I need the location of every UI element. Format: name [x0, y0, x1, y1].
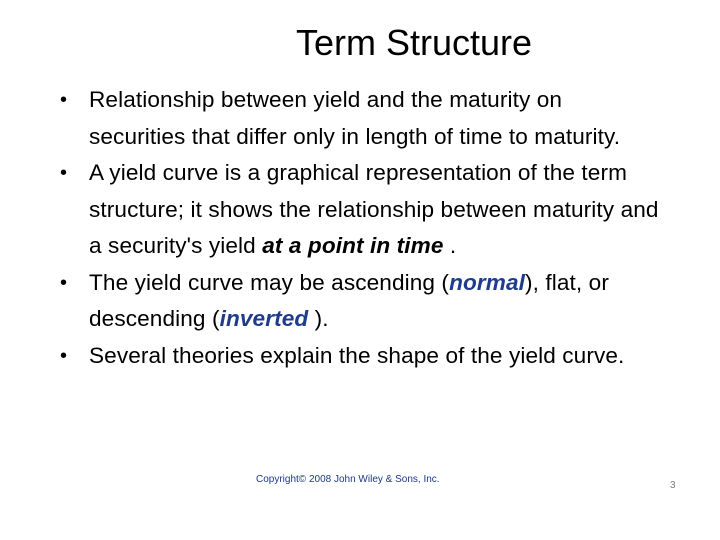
bullet-text-end: . — [449, 233, 457, 258]
bullet-item — [60, 265, 660, 338]
bullet-text: Several theories explain the shape of the yield curve. — [89, 342, 625, 368]
bullet-text: The yield curve may be ascending ( — [89, 269, 450, 295]
emphasis-inverted: inverted — [219, 306, 309, 331]
bullet-text-middle: ), flat, or descending ( — [89, 269, 609, 331]
page-number: 3 — [670, 480, 676, 491]
emphasis-normal: normal — [449, 269, 525, 295]
slide-title: Term Structure — [295, 22, 533, 63]
bullet-text-end: ). — [314, 306, 329, 331]
bullet-marker: • — [60, 344, 68, 367]
bullet-item — [60, 155, 660, 265]
bullet-marker: • — [60, 89, 68, 111]
bullet-text: A yield curve is a graphical representation of the term structure; it shows the relationship between maturity and a security's yield — [89, 160, 659, 258]
bullet-list — [60, 82, 660, 374]
bullet-item — [60, 338, 660, 375]
bullet-item — [60, 82, 660, 155]
bullet-marker: • — [60, 162, 68, 184]
bullet-marker: • — [60, 271, 68, 294]
emphasis-text: at a point in time — [262, 233, 444, 258]
copyright-footer: Copyright© 2008 John Wiley & Sons, Inc. — [256, 474, 440, 485]
bullet-text: Relationship between yield and the maturity on securities that differ only in length of time to maturity. — [89, 87, 621, 149]
